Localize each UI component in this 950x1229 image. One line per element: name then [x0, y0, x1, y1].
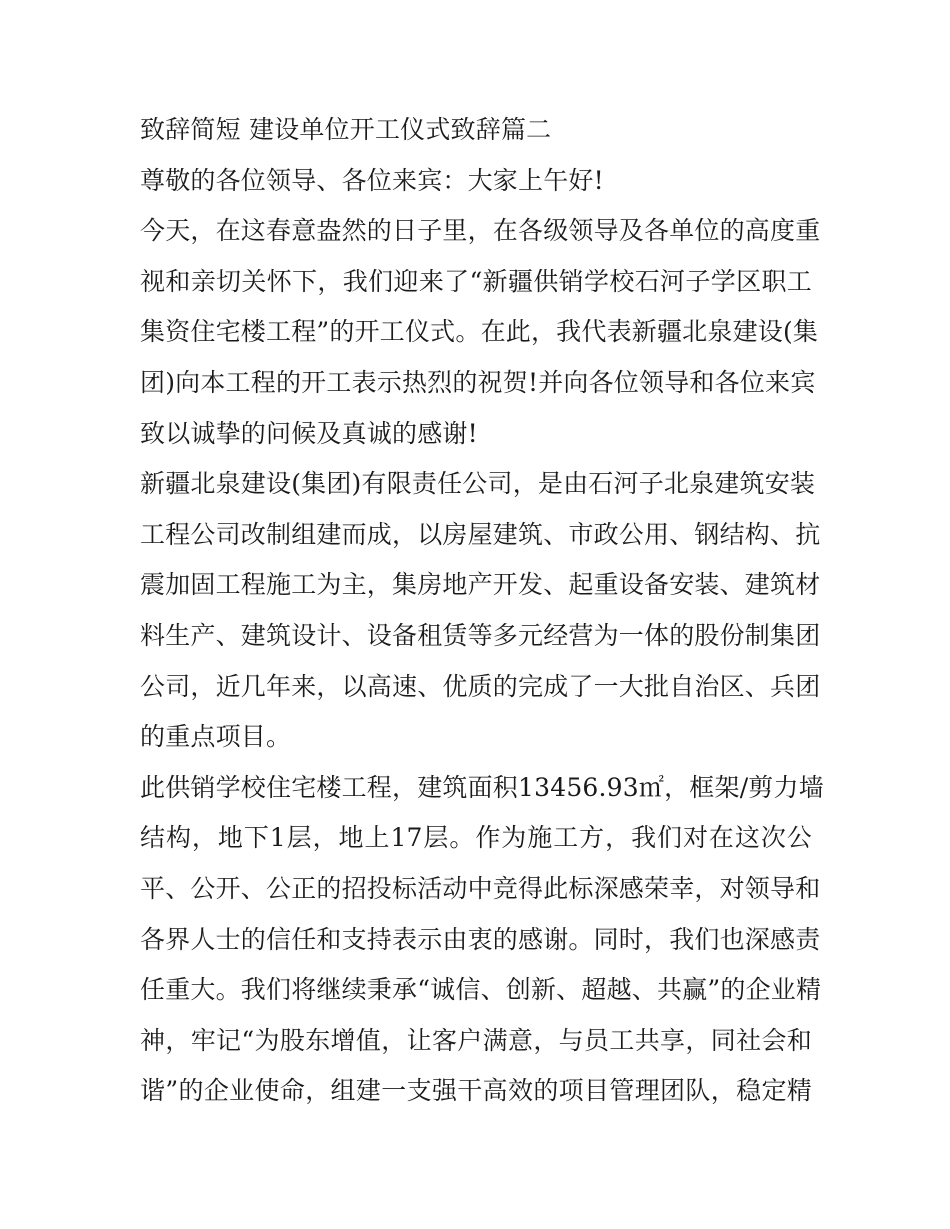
text-line: 工程公司改制组建而成，以房屋建筑、市政公用、钢结构、抗: [140, 519, 821, 549]
text-line: 集资住宅楼工程”的开工仪式。在此，我代表新疆北泉建设(集: [140, 317, 819, 347]
text-line: 今天，在这春意盎然的日子里，在各级领导及各单位的高度重: [140, 216, 821, 246]
text-line: 此供销学校住宅楼工程，建筑面积13456.93㎡，框架/剪力墙: [140, 772, 824, 802]
text-line: 公司，近几年来，以高速、优质的完成了一大批自治区、兵团: [140, 671, 821, 701]
greeting-line: 尊敬的各位领导、各位来宾：大家上午好!: [140, 165, 604, 195]
text-line: 神，牢记“为股东增值，让客户满意，与员工共享，同社会和: [140, 1025, 812, 1055]
text-line: 团)向本工程的开工表示热烈的祝贺!并向各位领导和各位来宾: [140, 367, 816, 397]
text-line: 视和亲切关怀下，我们迎来了“新疆供销学校石河子学区职工: [140, 266, 812, 296]
paragraph-project: [140, 766, 824, 1120]
text-line: 新疆北泉建设(集团)有限责任公司，是由石河子北泉建筑安装: [140, 469, 816, 499]
paragraph-company-intro: [140, 462, 821, 766]
text-line: 结构，地下1层，地上17层。作为施工方，我们对在这次公: [140, 823, 812, 853]
text-line: 谐”的企业使命，组建一支强干高效的项目管理团队，稳定精: [140, 1076, 812, 1106]
text-line: 各界人士的信任和支持表示由衷的感谢。同时，我们也深感责: [140, 924, 821, 954]
text-line: 任重大。我们将继续秉承“诚信、创新、超越、共赢”的企业精: [140, 975, 822, 1005]
document-body: [140, 108, 824, 1120]
text-line: 平、公开、公正的招投标活动中竞得此标深感荣幸，对领导和: [140, 873, 821, 903]
document-title: 致辞简短 建设单位开工仪式致辞篇二: [140, 115, 552, 144]
text-line: 震加固工程施工为主，集房地产开发、起重设备安装、建筑材: [140, 570, 821, 600]
text-line: 的重点项目。: [140, 722, 292, 752]
text-line: 致以诚挚的问候及真诚的感谢!: [140, 418, 478, 448]
text-line: 料生产、建筑设计、设备租赁等多元经营为一体的股份制集团: [140, 620, 821, 650]
paragraph-opening: [140, 209, 821, 462]
